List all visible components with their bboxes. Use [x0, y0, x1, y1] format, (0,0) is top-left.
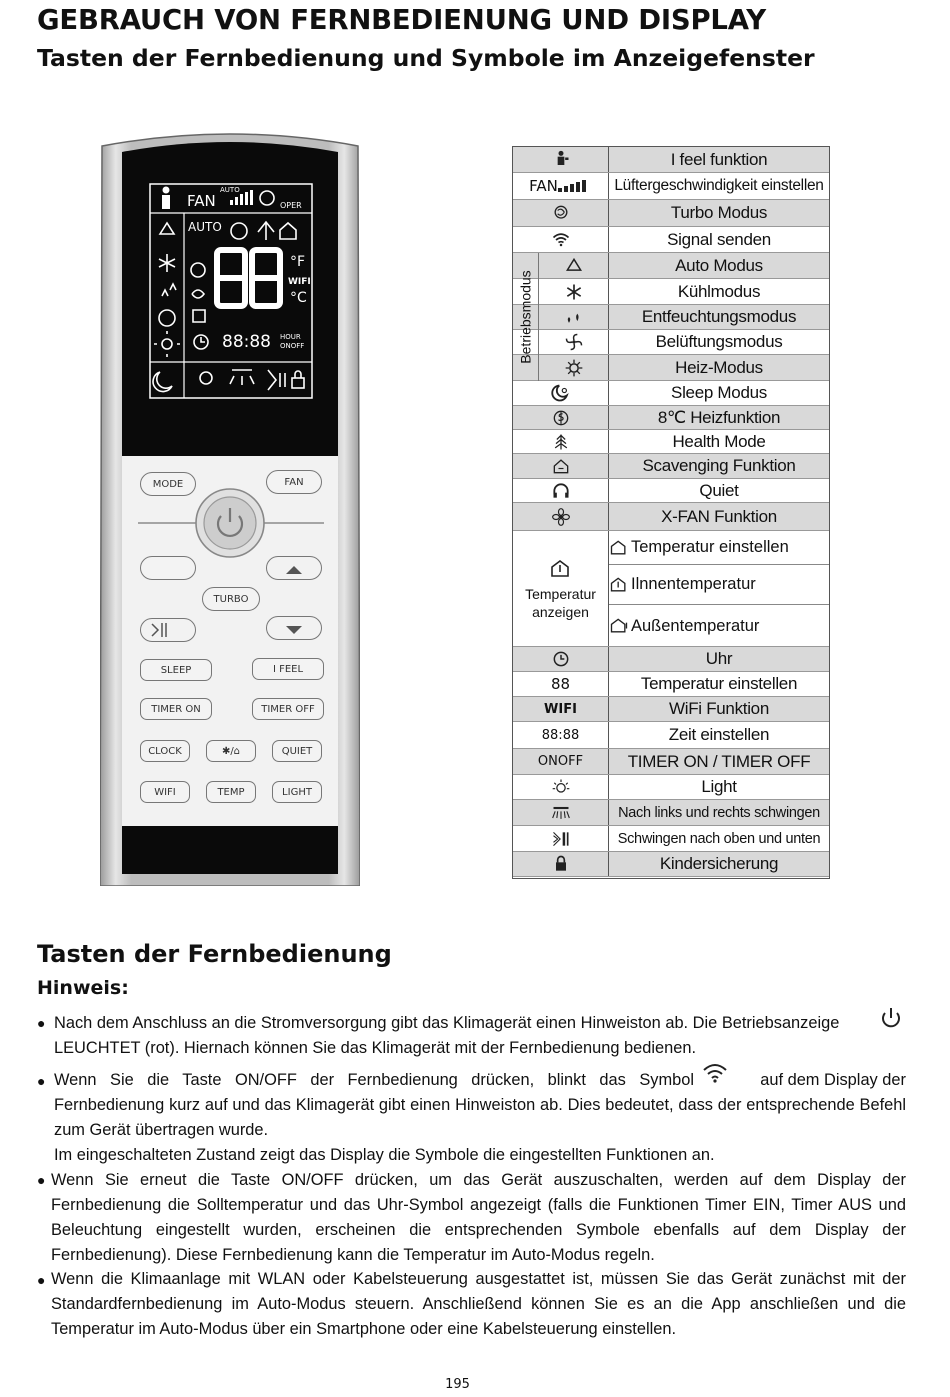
symbol-icon-cell	[513, 775, 609, 799]
symbol-icon-cell	[513, 454, 609, 478]
lcd-onoff-label: ONOFF	[280, 342, 305, 350]
sleep-button[interactable]: SLEEP	[140, 659, 212, 681]
indoor-temp-icon	[609, 575, 629, 595]
symbol-row	[513, 826, 829, 852]
indoor-temp-icon	[549, 557, 573, 581]
symbol-icon-cell	[513, 852, 609, 876]
symbol-label: Ilnnentemperatur	[631, 575, 756, 593]
symbol-icon-cell	[513, 430, 609, 453]
bullet-icon: ●	[37, 1272, 46, 1288]
symbol-icon-cell	[513, 826, 609, 851]
mode-group-label-text: Betriebsmodus	[517, 270, 534, 364]
bullet-icon: ●	[37, 1015, 46, 1031]
onoff-icon: ONOFF	[537, 754, 584, 769]
symbol-icon-cell	[513, 800, 609, 825]
note-heading: Hinweis:	[37, 977, 129, 999]
paragraph-3: Wenn Sie erneut die Taste ON/OFF drücken, um das Gerät auszuschalten, werden auf dem Display der Fernbedienung die Solltemperatur und das Uhr-Symbol angezeigt (falls die Funktionen Timer EIN, Timer AUS und Beleuchtung eingestellt wurden, erscheinen die entsprechenden Symbole ebenfalls auf dem Display der Fernbedienung). Diese Fernbedienung kann die Temperatur im Auto-Modus regeln.	[51, 1171, 906, 1264]
lcd-unit-f: °F	[290, 254, 306, 270]
symbol-row	[513, 672, 829, 697]
fan-speed-icon: FAN	[529, 177, 558, 195]
symbol-icon-cell	[513, 147, 609, 172]
symbol-label: Außentemperatur	[631, 616, 760, 635]
signal-icon	[702, 1062, 728, 1084]
symbol-label: Nach links und rechts schwingen	[618, 804, 820, 821]
symbol-table	[512, 146, 830, 879]
symbol-label: Health Mode	[672, 431, 766, 451]
swing-up-down-button[interactable]	[140, 618, 196, 642]
symbol-label: Sleep Modus	[671, 383, 767, 402]
symbol-row	[513, 749, 829, 775]
symbol-row	[513, 647, 829, 672]
scavenging-icon	[551, 456, 571, 476]
mode-group-label	[513, 253, 539, 381]
turbo-icon	[551, 203, 571, 223]
lcd-fan-label: FAN	[187, 192, 216, 210]
symbol-label: Quiet	[699, 480, 739, 500]
lock-icon	[551, 854, 571, 874]
symbol-icon-cell	[539, 253, 609, 278]
temperature-sub-row	[609, 605, 829, 647]
symbol-label: Scavenging Funktion	[642, 456, 796, 475]
temp-set-icon	[609, 538, 629, 558]
temp-button[interactable]: TEMP	[206, 781, 256, 803]
paragraph-2-line-1: Wenn Sie die Taste ON/OFF der Fernbedienung drücken, blinkt das Symbol	[54, 1071, 694, 1089]
symbol-icon-cell	[513, 227, 609, 252]
page-title: GEBRAUCH VON FERNBEDIENUNG UND DISPLAY	[37, 4, 766, 36]
symbol-icon-cell	[539, 355, 609, 380]
clock-digits-icon: 88:88	[541, 727, 580, 743]
paragraph-2-note: Im eingeschalteten Zustand zeigt das Display die Symbole die eingestellten Funktionen an.	[54, 1146, 715, 1164]
paragraph-1-line-2: LEUCHTET (rot). Hiernach können Sie das Klimagerät mit der Fernbedienung bedienen.	[54, 1039, 696, 1057]
symbol-row	[513, 330, 829, 355]
paragraph-2-line-1-end: auf dem Display der	[760, 1071, 906, 1089]
page-subtitle: Tasten der Fernbedienung und Symbole im Anzeigefenster	[37, 44, 815, 72]
symbol-row	[513, 305, 829, 330]
sleep-icon	[551, 383, 571, 403]
symbol-icon-cell	[513, 722, 609, 748]
symbol-icon-cell	[513, 503, 609, 530]
symbol-row	[513, 454, 829, 479]
temperature-group-label-cell	[513, 531, 609, 646]
symbol-label: WiFi Funktion	[668, 699, 769, 718]
lcd-oper-label: OPER	[280, 201, 302, 210]
lcd-clock-digits: 88:88	[222, 332, 271, 352]
symbol-icon-cell	[513, 173, 609, 199]
fan-button[interactable]: FAN	[266, 470, 322, 494]
symbol-row	[513, 852, 829, 877]
symbol-icon-cell	[539, 305, 609, 329]
temp-down-button[interactable]	[266, 616, 322, 640]
symbol-row	[513, 722, 829, 749]
symbol-row	[513, 355, 829, 381]
symbol-row	[513, 253, 829, 279]
quiet-icon	[551, 481, 571, 501]
symbol-label: Temperatur einstellen	[640, 674, 798, 693]
symbol-icon-cell	[513, 200, 609, 226]
symbol-icon-cell	[513, 749, 609, 774]
symbol-label: TIMER ON / TIMER OFF	[627, 751, 811, 771]
symbol-row	[513, 173, 829, 200]
remote-body	[100, 130, 360, 886]
symbol-row	[513, 697, 829, 722]
symbol-row	[513, 479, 829, 503]
symbol-row	[513, 430, 829, 454]
remote-control-illustration	[100, 130, 360, 886]
symbol-label: Kühlmodus	[677, 281, 761, 301]
temperature-sub-row	[609, 565, 829, 605]
health-scavenging-icon: ✱/⌂	[221, 745, 241, 757]
symbol-label: 8℃ Heizfunktion	[657, 407, 781, 427]
swing-left-right-button[interactable]	[140, 556, 196, 580]
digits-icon: 88	[550, 675, 571, 693]
lcd-auto-label: AUTO	[188, 220, 222, 234]
i-feel-icon	[551, 150, 571, 170]
lcd-hour-label: HOUR	[280, 333, 301, 341]
page-number: 195	[445, 1377, 470, 1392]
power-icon	[879, 1006, 903, 1030]
symbol-row	[513, 800, 829, 826]
symbol-icon-cell	[513, 647, 609, 671]
symbol-icon-cell	[513, 406, 609, 429]
i-feel-button[interactable]: I FEEL	[252, 658, 324, 680]
temp-up-button[interactable]	[266, 556, 322, 580]
symbol-label: Zeit einstellen	[668, 725, 770, 744]
symbol-label: X-FAN Funktion	[661, 506, 777, 526]
symbol-row	[513, 775, 829, 800]
outdoor-temp-icon	[609, 616, 629, 636]
eight-degree-icon	[551, 408, 571, 428]
symbol-icon-cell	[513, 697, 609, 721]
fan-speed-bars-icon	[558, 177, 592, 196]
mode-button[interactable]: MODE	[140, 472, 196, 496]
lcd-unit-c: °C	[290, 290, 307, 306]
lcd-wifi-label: WIFI	[288, 277, 311, 287]
symbol-row	[513, 227, 829, 253]
symbol-label: Heiz-Modus	[675, 357, 763, 377]
paragraph-2-body: Fernbedienung kurz auf und das Klimagerät gibt einen Hinweiston ab. Dies bedeutet, dass der entsprechende Befehl zum Gerät übertragen wurde.	[54, 1096, 906, 1139]
symbol-label: Uhr	[705, 649, 733, 668]
symbol-row	[513, 381, 829, 406]
symbol-label: Entfeuchtungsmodus	[641, 307, 797, 326]
lcd-fan-auto-label: AUTO	[220, 186, 240, 194]
auto-mode-icon	[564, 256, 584, 276]
symbol-row	[513, 279, 829, 305]
symbol-icon-cell	[539, 279, 609, 304]
bullet-icon: ●	[37, 1172, 46, 1188]
fan-mode-icon	[564, 332, 584, 352]
health-scavenging-button[interactable]	[206, 740, 256, 762]
symbol-icon-cell	[513, 479, 609, 502]
symbol-label: Light	[701, 777, 737, 796]
symbol-row	[513, 200, 829, 227]
symbol-label: Turbo Modus	[670, 203, 768, 222]
health-icon	[551, 432, 571, 452]
timer-on-button[interactable]: TIMER ON	[140, 698, 212, 720]
symbol-row	[513, 503, 829, 531]
temperature-sub-row	[609, 531, 829, 565]
swing-lr-icon	[551, 803, 571, 823]
heat-icon	[564, 358, 584, 378]
symbol-icon-cell	[513, 381, 609, 405]
symbol-label: Auto Modus	[675, 255, 763, 275]
temperature-group	[513, 531, 829, 647]
symbol-label: Lüftergeschwindigkeit einstellen	[614, 177, 824, 194]
symbol-label: Temperatur einstellen	[631, 538, 789, 556]
symbol-icon-cell	[539, 330, 609, 354]
dry-icon	[564, 307, 584, 327]
wifi-button[interactable]: WIFI	[140, 781, 190, 803]
temperature-group-label: Temperatur anzeigen	[525, 585, 596, 620]
timer-off-button[interactable]: TIMER OFF	[252, 698, 324, 720]
paragraph-4: Wenn die Klimaanlage mit WLAN oder Kabelsteuerung ausgestattet ist, müssen Sie das Gerät zunächst mit der Standardfernbedienung im Auto-Modus steuern. Anschließend können Sie es an die App anschließen und die Temperatur im Auto-Modus über ein Smartphone oder eine Kabelsteuerung einstellen.	[51, 1270, 906, 1338]
clock-button[interactable]: CLOCK	[140, 740, 190, 762]
bullet-icon: ●	[37, 1073, 46, 1089]
symbol-label: Schwingen nach oben und unten	[617, 830, 821, 847]
symbol-label: Kindersicherung	[659, 854, 779, 873]
quiet-button[interactable]: QUIET	[272, 740, 322, 762]
symbol-label: Belüftungsmodus	[655, 332, 783, 351]
light-button[interactable]: LIGHT	[272, 781, 322, 803]
swing-ud-icon	[551, 829, 571, 849]
symbol-label: I feel funktion	[670, 149, 768, 169]
cool-icon	[564, 282, 584, 302]
section-title: Tasten der Fernbedienung	[37, 940, 392, 968]
symbol-icon-cell	[513, 672, 609, 696]
wifi-icon: WIFI	[544, 701, 577, 717]
paragraph-1-line-1: Nach dem Anschluss an die Stromversorgung gibt das Klimagerät einen Hinweiston ab. Die Betriebsanzeige	[54, 1014, 840, 1032]
symbol-row	[513, 147, 829, 173]
symbol-label: Signal senden	[667, 229, 771, 249]
turbo-button[interactable]: TURBO	[202, 587, 260, 611]
light-icon	[551, 777, 571, 797]
x-fan-icon	[551, 507, 571, 527]
clock-icon	[551, 649, 571, 669]
symbol-row	[513, 406, 829, 430]
signal-icon	[551, 230, 571, 250]
